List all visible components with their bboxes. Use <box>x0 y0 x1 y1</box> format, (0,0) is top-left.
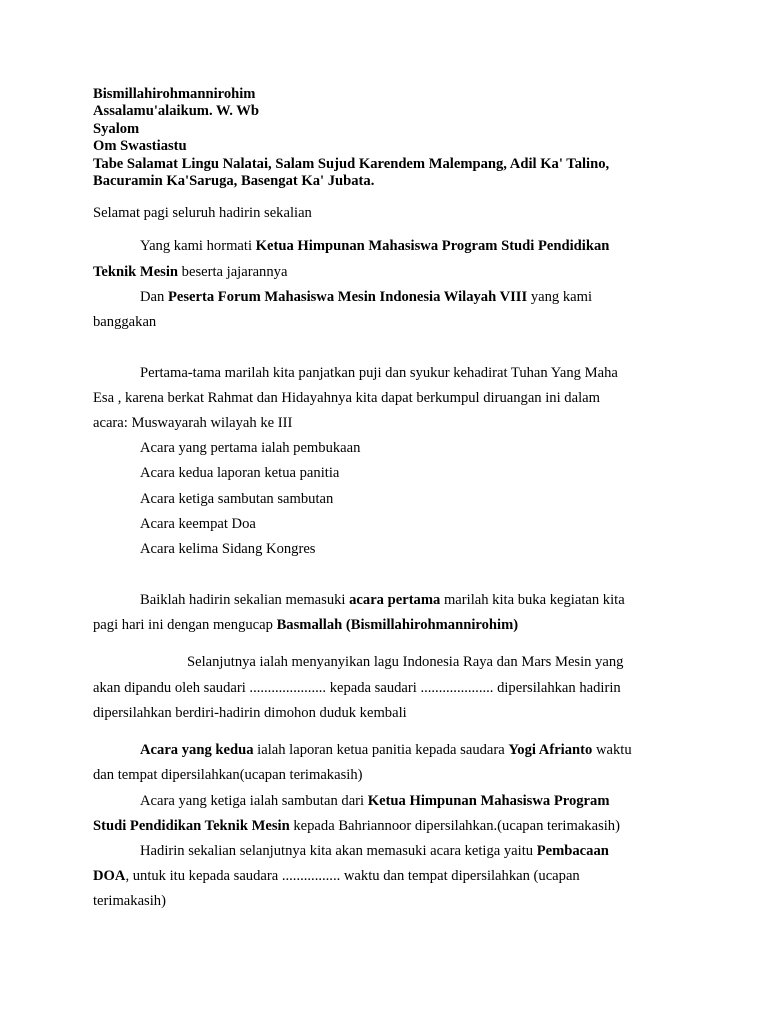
bold-text: Yogi Afrianto <box>508 742 593 758</box>
paragraph-3-line-2: dan tempat dipersilahkan(ucapan terimakasih) <box>93 767 363 783</box>
greeting-line: Bismillahirohmannirohim <box>93 86 256 102</box>
respect-line-2 <box>93 264 287 281</box>
agenda-item: Acara kedua laporan ketua panitia <box>140 465 340 481</box>
bold-text: DOA <box>93 868 126 884</box>
intro-line-3: acara: Muswayarah wilayah ke III <box>93 415 293 431</box>
text: Baiklah hadirin sekalian memasuki <box>140 592 350 608</box>
greeting-block <box>93 86 609 190</box>
text: , untuk itu kepada saudara ................ waktu dan tempat dipersilahkan (ucapan <box>125 868 580 884</box>
greeting-line: Assalamu'alaikum. W. Wb <box>93 103 259 120</box>
respect-line-1 <box>140 238 609 255</box>
bold-text: Ketua Himpunan Mahasiswa Program Studi Pendidikan <box>255 238 610 254</box>
paragraph-3-line-1 <box>140 742 632 759</box>
text: waktu <box>592 742 632 758</box>
agenda-item: Acara keempat Doa <box>140 516 256 532</box>
text: beserta jajarannya <box>178 264 288 280</box>
text: Hadirin sekalian selanjutnya kita akan memasuki acara ketiga yaitu <box>140 843 537 859</box>
greeting-line: Syalom <box>93 120 140 137</box>
greeting-line: Tabe Salamat Lingu Nalatai, Salam Sujud Karendem Malempang, Adil Ka' Talino, <box>93 155 610 172</box>
bold-text: Ketua Himpunan Mahasiswa Program <box>367 793 610 809</box>
paragraph-4-line-2 <box>93 818 620 835</box>
greeting-line: Om Swastiastu <box>93 138 187 155</box>
paragraph-4-line-1 <box>140 793 610 810</box>
paragraph-2-line-3: dipersilahkan berdiri-hadirin dimohon duduk kembali <box>93 705 407 721</box>
paragraph-5-line-2 <box>93 868 580 885</box>
respect-line-4: banggakan <box>93 314 157 330</box>
text: pagi hari ini dengan mengucap <box>93 617 277 633</box>
text: marilah kita buka kegiatan kita <box>440 592 625 608</box>
opening-line: Selamat pagi seluruh hadirin sekalian <box>93 205 312 221</box>
intro-line-1: Pertama-tama marilah kita panjatkan puji dan syukur kehadirat Tuhan Yang Maha <box>140 365 618 381</box>
paragraph-2-line-2: akan dipandu oleh saudari ..................... kepada saudari .................... dipersilahkan hadirin <box>93 680 621 696</box>
text: yang kami <box>527 289 593 305</box>
bold-text: Pembacaan <box>536 843 609 859</box>
bold-text: Basmallah (Bismillahirohmannirohim) <box>276 617 519 633</box>
text: kepada Bahriannoor dipersilahkan.(ucapan terimakasih) <box>289 818 620 834</box>
paragraph-1-line-2 <box>93 617 518 634</box>
text: Acara yang ketiga ialah sambutan dari <box>140 793 368 809</box>
text: Dan <box>140 289 168 305</box>
bold-text: Peserta Forum Mahasiswa Mesin Indonesia Wilayah VIII <box>167 289 528 305</box>
bold-text: acara pertama <box>349 592 441 608</box>
intro-line-2: Esa , karena berkat Rahmat dan Hidayahnya kita dapat berkumpul diruangan ini dalam <box>93 390 600 406</box>
text: ialah laporan ketua panitia kepada saudara <box>253 742 509 758</box>
paragraph-5-line-1 <box>140 843 609 860</box>
agenda-item: Acara kelima Sidang Kongres <box>140 541 316 557</box>
agenda-item: Acara ketiga sambutan sambutan <box>140 491 334 507</box>
respect-line-3 <box>140 289 592 306</box>
paragraph-1-line-1 <box>140 592 625 609</box>
greeting-line: Bacuramin Ka'Saruga, Basengat Ka' Jubata. <box>93 173 375 190</box>
bold-text: Acara yang kedua <box>140 742 254 758</box>
bold-text: Studi Pendidikan Teknik Mesin <box>93 818 290 834</box>
text: Yang kami hormati <box>140 238 256 254</box>
paragraph-2-line-1: Selanjutnya ialah menyanyikan lagu Indonesia Raya dan Mars Mesin yang <box>187 654 624 670</box>
paragraph-5-line-3: terimakasih) <box>93 893 166 909</box>
bold-text: Teknik Mesin <box>93 264 179 280</box>
agenda-item: Acara yang pertama ialah pembukaan <box>140 440 361 456</box>
